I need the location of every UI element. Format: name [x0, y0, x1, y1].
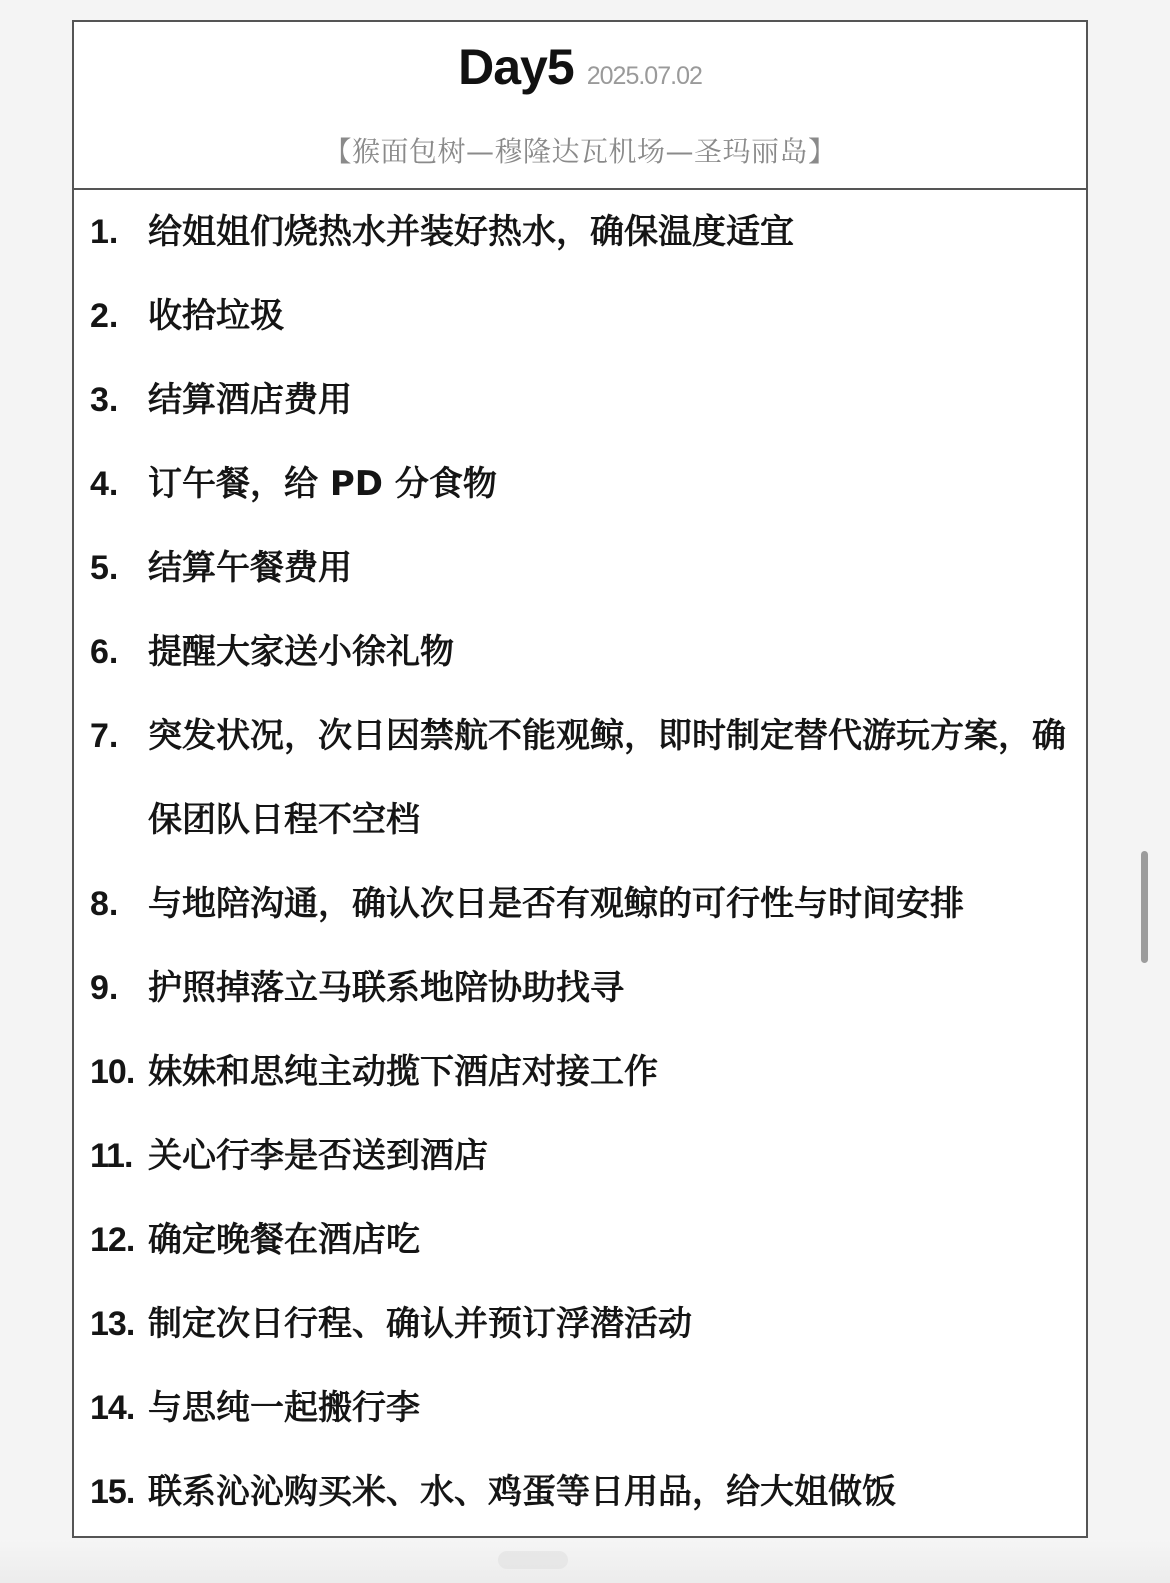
task-number: 7.: [90, 717, 119, 755]
task-number: 15.: [90, 1473, 135, 1511]
task-item: [90, 1450, 1076, 1534]
task-list: [74, 190, 1086, 1534]
task-item: [90, 274, 1076, 358]
task-item: [90, 190, 1076, 274]
task-text: 确定晚餐在酒店吃: [148, 1220, 420, 1260]
task-number: 11.: [90, 1137, 133, 1175]
task-text: 护照掉落立马联系地陪协助找寻: [148, 968, 624, 1008]
task-number: 8.: [90, 885, 119, 923]
task-text: 联系沁沁购买米、水、鸡蛋等日用品，给大姐做饭: [148, 1472, 896, 1512]
task-item: [90, 1282, 1076, 1366]
task-text: 与地陪沟通，确认次日是否有观鲸的可行性与时间安排: [148, 884, 964, 924]
task-number: 1.: [90, 213, 119, 251]
task-number: 2.: [90, 297, 119, 335]
route-label: 【猴面包树—穆隆达瓦机场—圣玛丽岛】: [323, 135, 837, 168]
task-number: 14.: [90, 1389, 135, 1427]
task-text: 与思纯一起搬行李: [148, 1388, 420, 1428]
task-text: 结算午餐费用: [148, 548, 352, 588]
task-text: 给姐姐们烧热水并装好热水，确保温度适宜: [148, 212, 794, 252]
task-item: [90, 358, 1076, 442]
task-item: [90, 526, 1076, 610]
task-number: 3.: [90, 381, 119, 419]
task-number: 9.: [90, 969, 119, 1007]
faint-watermark: [498, 1551, 568, 1569]
title-row: [74, 38, 1086, 96]
task-item: [90, 1198, 1076, 1282]
task-number: 5.: [90, 549, 119, 587]
bottom-page-edge: [0, 1540, 1170, 1583]
task-item: [90, 1366, 1076, 1450]
task-text: 突发状况，次日因禁航不能观鲸，即时制定替代游玩方案，确保团队日程不空档: [148, 716, 1066, 840]
task-text: 提醒大家送小徐礼物: [148, 632, 454, 672]
task-item: [90, 946, 1076, 1030]
itinerary-card: [72, 20, 1088, 1538]
task-item: [90, 1030, 1076, 1114]
task-item: [90, 862, 1076, 946]
scrollbar-thumb[interactable]: [1141, 851, 1148, 963]
task-number: 12.: [90, 1221, 135, 1259]
task-item: [90, 610, 1076, 694]
task-number: 6.: [90, 633, 119, 671]
task-item: [90, 1114, 1076, 1198]
task-item: [90, 442, 1076, 526]
task-text: 妹妹和思纯主动揽下酒店对接工作: [148, 1052, 658, 1092]
task-text: 制定次日行程、确认并预订浮潜活动: [148, 1304, 692, 1344]
date-label: 2025.07.02: [586, 62, 702, 90]
task-text: 收拾垃圾: [148, 296, 284, 336]
task-text: 关心行李是否送到酒店: [148, 1136, 488, 1176]
task-number: 10.: [90, 1053, 135, 1091]
task-number: 13.: [90, 1305, 135, 1343]
task-text: 结算酒店费用: [148, 380, 352, 420]
task-text: 订午餐，给 PD 分食物: [148, 464, 497, 504]
task-item: [90, 694, 1076, 862]
itinerary-header: [74, 22, 1086, 190]
task-number: 4.: [90, 465, 119, 503]
day-title: Day5: [458, 39, 574, 95]
